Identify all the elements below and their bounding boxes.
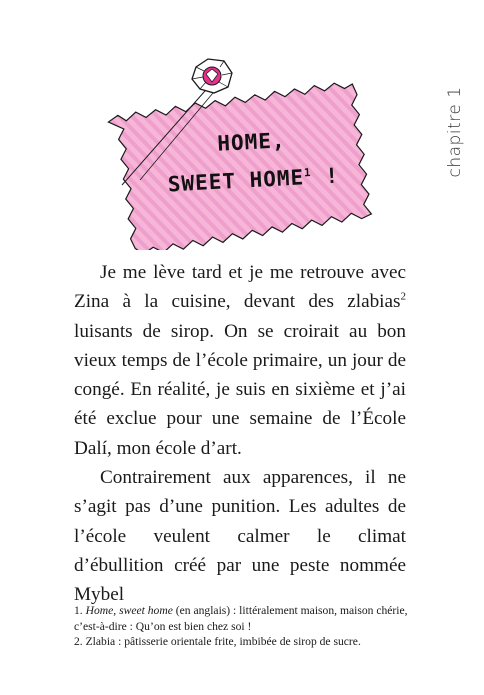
chapter-title-line-2-text: SWEET HOME	[167, 165, 305, 197]
footnote-2-text: Zlabia : pâtisserie orientale frite, imbibée de sirop de sucre.	[85, 635, 361, 648]
paragraph-1-start: Je me lève tard et je me retrouve avec Zina à la cuisine, devant des zlabias	[74, 262, 406, 313]
footnote-1-text: (en anglais) : littéralement maison, maison chérie, c’est-à-dire : Qu’on est bien chez soi !	[74, 604, 408, 633]
chapter-title	[138, 117, 367, 205]
footnote-2-number: 2.	[74, 635, 86, 648]
chapter-title-tail: !	[311, 163, 340, 189]
footnote-1-number: 1.	[74, 604, 86, 617]
footnote-1-term: Home, sweet home	[85, 604, 173, 617]
chapter-label	[440, 86, 470, 178]
gem-pin-icon	[192, 59, 232, 93]
footnotes	[74, 603, 414, 650]
paragraph-1-end: luisants de sirop. On se croirait au bon vieux temps de l’école primaire, un jour de congé. En réalité, je suis en sixième et j’ai été exclue pour une semaine de l’École Dalí, mon école d’art.	[74, 320, 406, 459]
footnote-ref-2: 2	[400, 290, 406, 303]
paragraph-2: Contrairement aux apparences, il ne s’agit pas d’une punition. Les adultes de l’école veulent calmer le climat d’ébullition créé par une peste nommée Mybel	[74, 467, 406, 606]
footnote-ref-1: 1	[303, 165, 312, 180]
footnote-1	[74, 603, 414, 634]
chapter-label-text: chapitre 1	[445, 86, 465, 178]
chapter-title-label	[100, 55, 380, 250]
body-text	[74, 258, 406, 610]
chapter-title-line-1: HOME,	[216, 128, 287, 156]
paragraph-1	[74, 258, 406, 463]
footnote-2	[74, 634, 414, 650]
